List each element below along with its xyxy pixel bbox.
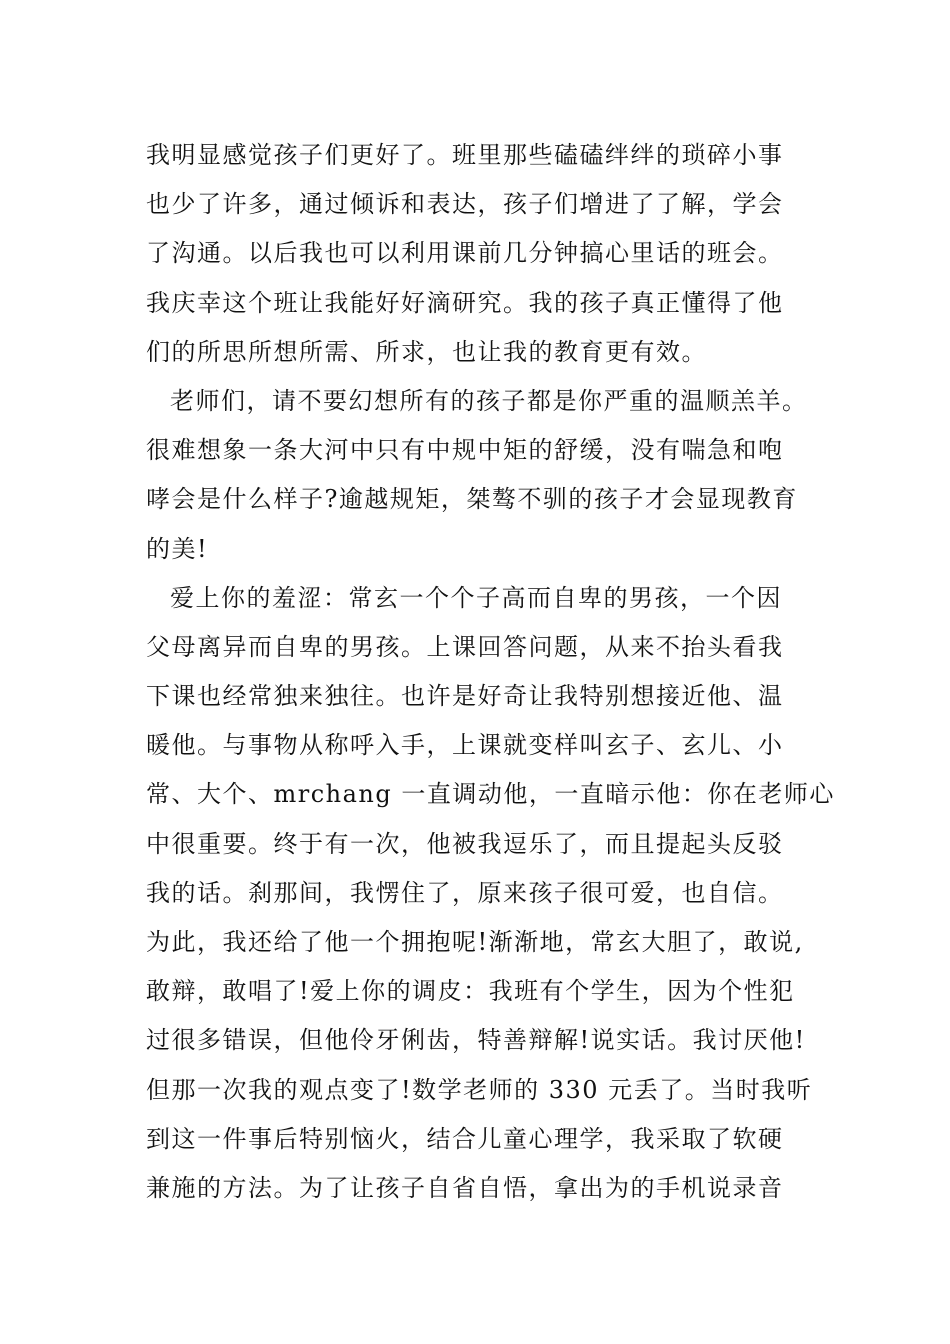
text-line: 但那一次我的观点变了!数学老师的 330 元丢了。当时我听 — [146, 1075, 813, 1104]
text-line: 爱上你的羞涩：常玄一个个子高而自卑的男孩，一个因 — [170, 583, 782, 612]
text-line: 常、大个、mrchang 一直调动他，一直暗示他：你在老师心 — [146, 780, 835, 809]
text-line: 中很重要。终于有一次，他被我逗乐了，而且提起头反驳 — [146, 829, 784, 858]
text-line: 为此，我还给了他一个拥抱呢!渐渐地，常玄大胆了，敢说, — [146, 928, 804, 956]
text-line: 敢辩，敢唱了!爱上你的调皮：我班有个学生，因为个性犯 — [146, 977, 795, 1006]
text-line: 下课也经常独来独往。也许是好奇让我特别想接近他、温 — [146, 682, 784, 711]
text-line: 了沟通。以后我也可以利用课前几分钟搞心里话的班会。 — [146, 239, 784, 268]
text-line: 过很多错误，但他伶牙俐齿，特善辩解!说实话。我讨厌他! — [146, 1026, 806, 1055]
text-line: 哮会是什么样子?逾越规矩，桀骜不驯的孩子才会显现教育 — [146, 485, 798, 514]
text-line: 我庆幸这个班让我能好好滴研究。我的孩子真正懂得了他 — [146, 288, 784, 317]
text-line: 也少了许多，通过倾诉和表达，孩子们增进了了解，学会 — [146, 190, 784, 219]
text-line: 我明显感觉孩子们更好了。班里那些磕磕绊绊的琐碎小事 — [146, 141, 784, 169]
text-line: 的美! — [146, 534, 209, 563]
text-line: 到这一件事后特别恼火，结合儿童心理学，我采取了软硬 — [146, 1124, 784, 1153]
text-line: 暖他。与事物从称呼入手，上课就变样叫玄子、玄儿、小 — [146, 731, 784, 760]
text-line: 们的所思所想所需、所求，也让我的教育更有效。 — [146, 337, 707, 366]
text-line: 老师们，请不要幻想所有的孩子都是你严重的温顺羔羊。 — [170, 386, 808, 415]
text-line: 很难想象一条大河中只有中规中矩的舒缓，没有喘急和咆 — [146, 436, 784, 465]
document-body — [146, 131, 835, 1213]
text-line: 父母离异而自卑的男孩。上课回答问题，从来不抬头看我 — [146, 632, 784, 661]
text-line: 兼施的方法。为了让孩子自省自悟，拿出为的手机说录音 — [146, 1173, 784, 1202]
text-line: 我的话。刹那间，我愣住了，原来孩子很可爱，也自信。 — [146, 878, 784, 907]
